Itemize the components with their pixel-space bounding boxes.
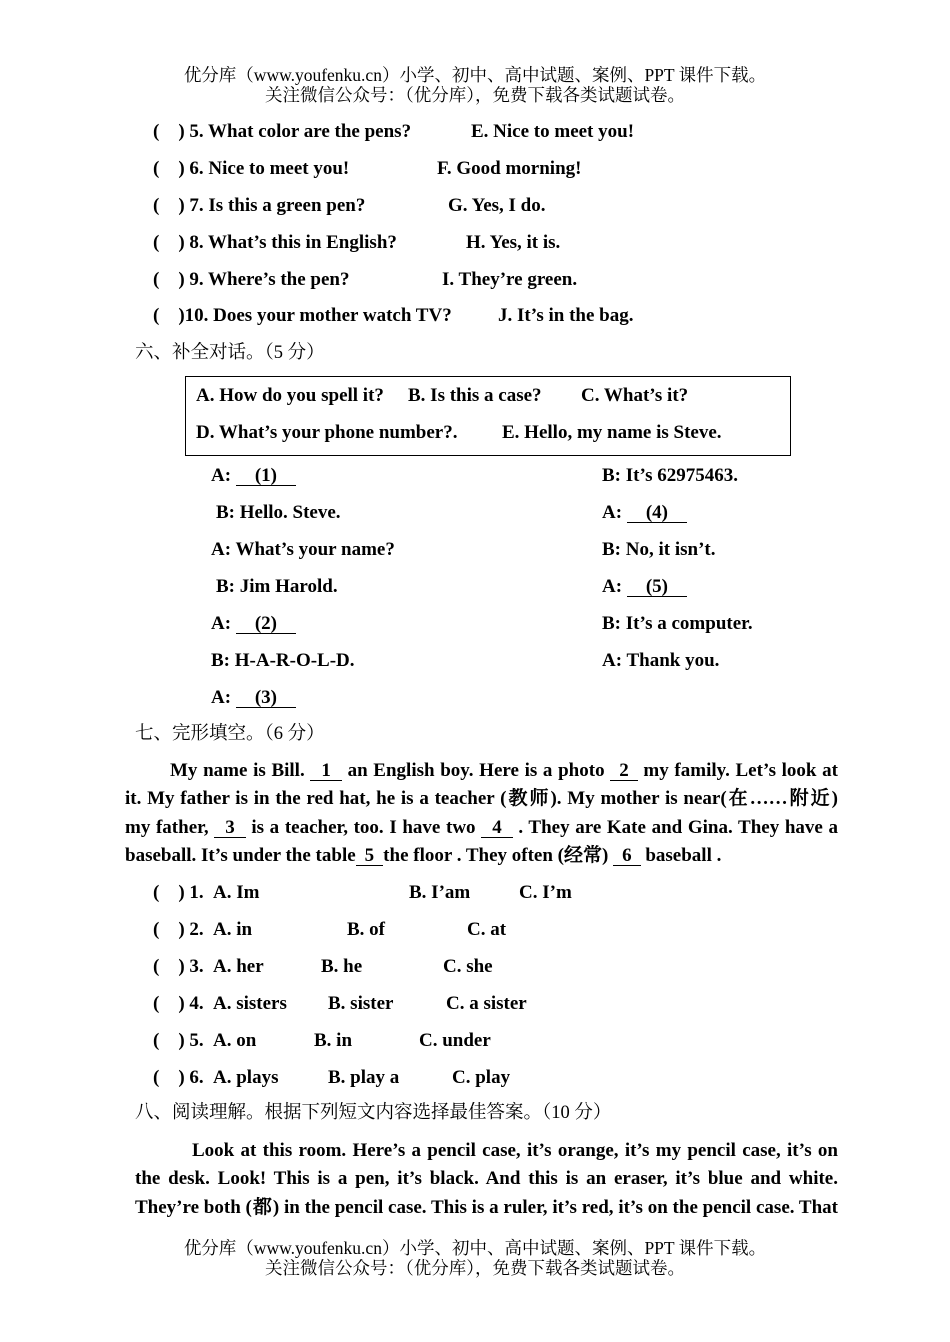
matching-answer-h: H. Yes, it is. <box>466 232 561 253</box>
matching-question-9: ( ) 9. Where’s the pen? <box>153 269 350 290</box>
matching-question-6: ( ) 6. Nice to meet you! <box>153 158 350 179</box>
matching-question-7: ( ) 7. Is this a green pen? <box>153 195 366 216</box>
section-title-dialogue: 六、补全对话。（5 分） <box>135 343 325 363</box>
matching-answer-j: J. It’s in the bag. <box>498 305 634 326</box>
dialogue-right-line-1: B: It’s 62975463. <box>602 465 738 486</box>
dialogue-blank-1: (1) <box>236 466 296 486</box>
cloze-option-3b: B. he <box>321 956 363 977</box>
matching-question-8: ( ) 8. What’s this in English? <box>153 232 397 253</box>
dialogue-left-line-5 <box>211 611 296 637</box>
cloze-option-5b: B. in <box>314 1030 353 1051</box>
dialogue-option-e: E. Hello, my name is Steve. <box>502 422 722 443</box>
passage-text: . They are Kate and Gina. They have a <box>512 817 839 838</box>
cloze-blank-4: 4 <box>481 818 513 838</box>
dialogue-left-line-2: B: Hello. Steve. <box>216 502 341 523</box>
reading-passage-line-2: the desk. Look! This is a pen, it’s black. And this is an eraser, it’s blue and white. <box>135 1168 838 1189</box>
passage-text: an English boy. Here is a photo <box>341 760 611 781</box>
cloze-passage-line-4 <box>125 842 838 870</box>
cloze-blank-5: 5 <box>356 846 384 866</box>
reading-passage-line-1: Look at this room. Here’s a pencil case, it’s orange, it’s my pencil case, it’s on <box>192 1140 838 1161</box>
dialogue-options-box <box>185 376 791 456</box>
dialogue-left-line-4: B: Jim Harold. <box>216 576 338 597</box>
footer-line-2: 关注微信公众号：（优分库），免费下载各类试题试卷。 <box>265 1258 685 1278</box>
matching-answer-i: I. They’re green. <box>442 269 578 290</box>
header-line-2: 关注微信公众号：（优分库），免费下载各类试题试卷。 <box>265 85 685 105</box>
dialogue-blank-3: (3) <box>236 688 296 708</box>
dialogue-option-d: D. What’s your phone number?. <box>196 422 458 443</box>
dialogue-right-line-3: B: No, it isn’t. <box>602 539 716 560</box>
cloze-question-6-number: ( ) 6. <box>153 1067 204 1088</box>
cloze-passage-line-2: it. My father is in the red hat, he is a teacher (教师). My mother is near(在……附近) <box>125 788 838 809</box>
dialogue-right-line-2 <box>602 500 687 526</box>
speaker-label: A: <box>602 576 623 597</box>
dialogue-left-line-7 <box>211 685 296 711</box>
cloze-option-6a: A. plays <box>213 1067 279 1088</box>
dialogue-right-line-6: A: Thank you. <box>602 650 720 671</box>
cloze-passage-line-1 <box>125 757 838 785</box>
dialogue-left-line-1 <box>211 463 296 489</box>
dialogue-left-line-6: B: H-A-R-O-L-D. <box>211 650 355 671</box>
dialogue-blank-4: (4) <box>627 503 687 523</box>
cloze-option-4c: C. a sister <box>446 993 527 1014</box>
dialogue-blank-5: (5) <box>627 577 687 597</box>
dialogue-option-c: C. What’s it? <box>581 385 689 406</box>
cloze-option-1a: A. Im <box>213 882 260 903</box>
cloze-question-2-number: ( ) 2. <box>153 919 204 940</box>
passage-text: My name is Bill. <box>170 760 311 781</box>
dialogue-option-b: B. Is this a case? <box>408 385 542 406</box>
cloze-option-2b: B. of <box>347 919 385 940</box>
cloze-option-6b: B. play a <box>328 1067 400 1088</box>
cloze-option-1c: C. I’m <box>519 882 572 903</box>
passage-text: baseball. It’s under the table <box>125 845 356 866</box>
dialogue-right-line-5: B: It’s a computer. <box>602 613 753 634</box>
header-line-1: 优分库（www.youfenku.cn）小学、初中、高中试题、案例、PPT 课件下载。 <box>183 65 767 85</box>
cloze-option-5c: C. under <box>419 1030 491 1051</box>
cloze-blank-2: 2 <box>610 761 638 781</box>
matching-question-5: ( ) 5. What color are the pens? <box>153 121 412 142</box>
cloze-question-1-number: ( ) 1. <box>153 882 204 903</box>
matching-question-10: ( )10. Does your mother watch TV? <box>153 305 452 326</box>
cloze-blank-3: 3 <box>214 818 246 838</box>
passage-text: baseball . <box>640 845 722 866</box>
cloze-option-4a: A. sisters <box>213 993 287 1014</box>
matching-answer-f: F. Good morning! <box>437 158 582 179</box>
cloze-option-6c: C. play <box>452 1067 511 1088</box>
speaker-label: A: <box>211 613 232 634</box>
dialogue-left-line-3: A: What’s your name? <box>211 539 395 560</box>
dialogue-option-a: A. How do you spell it? <box>196 385 384 406</box>
cloze-question-4-number: ( ) 4. <box>153 993 204 1014</box>
passage-text: my father, <box>125 817 215 838</box>
passage-text: the floor . They often (经常) <box>383 845 614 866</box>
cloze-question-5-number: ( ) 5. <box>153 1030 204 1051</box>
speaker-label: A: <box>602 502 623 523</box>
dialogue-right-line-4 <box>602 574 687 600</box>
cloze-option-2a: A. in <box>213 919 253 940</box>
section-title-reading: 八、阅读理解。根据下列短文内容选择最佳答案。（10 分） <box>135 1103 612 1123</box>
passage-text: my family. Let’s look at <box>637 760 838 781</box>
cloze-option-3a: A. her <box>213 956 264 977</box>
section-title-cloze: 七、完形填空。（6 分） <box>135 724 325 744</box>
footer-line-1: 优分库（www.youfenku.cn）小学、初中、高中试题、案例、PPT 课件下载。 <box>183 1238 767 1258</box>
passage-text: is a teacher, too. I have two <box>245 817 482 838</box>
speaker-label: A: <box>211 687 232 708</box>
cloze-option-3c: C. she <box>443 956 493 977</box>
speaker-label: A: <box>211 465 232 486</box>
matching-answer-g: G. Yes, I do. <box>448 195 546 216</box>
cloze-option-4b: B. sister <box>328 993 394 1014</box>
cloze-option-5a: A. on <box>213 1030 257 1051</box>
cloze-question-3-number: ( ) 3. <box>153 956 204 977</box>
reading-passage-line-3: They’re both (都) in the pencil case. This is a ruler, it’s red, it’s on the pencil case. That <box>135 1197 838 1218</box>
dialogue-blank-2: (2) <box>236 614 296 634</box>
cloze-blank-1: 1 <box>310 761 342 781</box>
cloze-option-2c: C. at <box>467 919 507 940</box>
cloze-option-1b: B. I’am <box>409 882 471 903</box>
cloze-passage-line-3 <box>125 814 838 842</box>
cloze-blank-6: 6 <box>613 846 641 866</box>
matching-answer-e: E. Nice to meet you! <box>471 121 635 142</box>
